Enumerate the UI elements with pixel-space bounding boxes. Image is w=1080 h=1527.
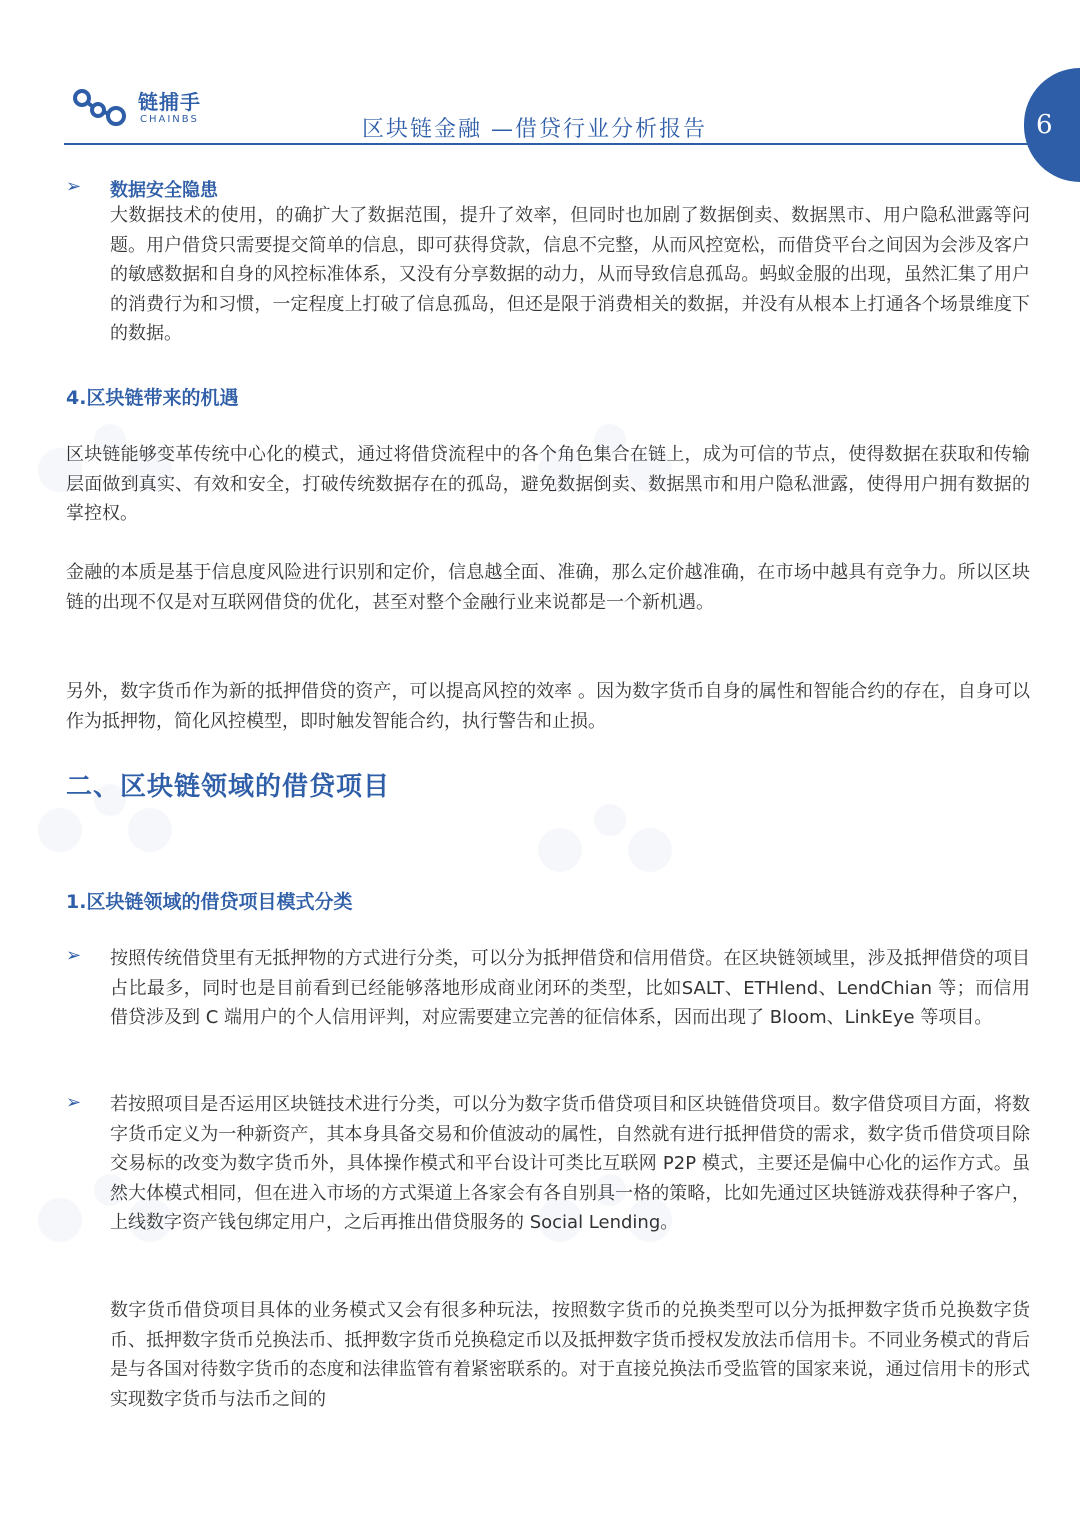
paragraph-data-security: 大数据技术的使用，的确扩大了数据范围，提升了效率，但同时也加剧了数据倒卖、数据黑市、用户隐私泄露等问题。用户借贷只需要提交简单的信息，即可获得贷款，信息不完整，从而风控宽松，而借贷平台之间因为会涉及客户的敏感数据和自身的风控标准体系，又没有分享数据的动力，从而导致信息孤岛。蚂蚁金服的出现，虽然汇集了用户的消费行为和习惯，一定程度上打破了信息孤岛，但还是限于消费相关的数据，并没有从根本上打通各个场景维度下的数据。	[110, 205, 1030, 345]
subheading-opportunities: 4.区块链带来的机遇	[66, 387, 239, 409]
logo-text: 链捕手	[138, 90, 201, 114]
paragraph-business-models: 数字货币借贷项目具体的业务模式又会有很多种玩法，按照数字货币的兑换类型可以分为抵押数字货币兑换数字货币、抵押数字货币兑换法币、抵押数字货币兑换稳定币以及抵押数字货币授权发放法币信用卡。不同业务模式的背后是与各国对待数字货币的态度和法律监管有着紧密联系的。对于直接兑换法币受监管的国家来说，通过信用卡的形式实现数字货币与法币之间的	[110, 1300, 1030, 1410]
page-number: 6	[1036, 110, 1053, 140]
bullet-arrow-icon: ➢	[66, 1092, 82, 1113]
logo-subtext: CHAINBS	[140, 114, 199, 125]
report-title: 区块链金融 —借贷行业分析报告	[362, 117, 707, 142]
bullet-arrow-icon: ➢	[66, 945, 82, 966]
paragraph-blockchain-change: 区块链能够变革传统中心化的模式，通过将借贷流程中的各个角色集合在链上，成为可信的节点，使得数据在获取和传输层面做到真实、有效和安全，打破传统数据存在的孤岛，避免数据倒卖、数据黑市和用户隐私泄露，使得用户拥有数据的掌控权。	[66, 444, 1030, 525]
subheading-classification: 1.区块链领域的借贷项目模式分类	[66, 891, 353, 913]
page-header	[0, 0, 1080, 160]
header-divider	[64, 143, 1030, 145]
paragraph-digital-currency: 另外，数字货币作为新的抵押借贷的资产，可以提高风控的效率 。因为数字货币自身的属性和智能合约的存在，自身可以作为抵押物，简化风控模型，即时触发智能合约，执行警告和止损。	[66, 681, 1030, 732]
bullet-title-data-security: 数据安全隐患	[110, 180, 218, 201]
bullet-arrow-icon: ➢	[66, 176, 82, 197]
paragraph-technology-classification: 若按照项目是否运用区块链技术进行分类，可以分为数字货币借贷项目和区块链借贷项目。数字借贷项目方面，将数字货币定义为一种新资产，其本身具备交易和价值波动的属性，自然就有进行抵押借贷的需求，数字货币借贷项目除交易标的改变为数字货币外，具体操作模式和平台设计可类比互联网 P2P 模式，主要还是偏中心化的运作方式。虽然大体模式相同，但在进入市场的方式渠道上各家会有各自别具一格的策略，比如先通过区块链游戏获得种子客户，上线数字资产钱包绑定用户，之后再推出借贷服务的 Social Lending。	[110, 1094, 1030, 1234]
section-heading-lending-projects: 二、区块链领域的借贷项目	[66, 772, 391, 802]
paragraph-collateral-classification: 按照传统借贷里有无抵押物的方式进行分类，可以分为抵押借贷和信用借贷。在区块链领域里，涉及抵押借贷的项目占比最多，同时也是目前看到已经能够落地形成商业闭环的类型，比如SALT、ETHlend、LendChian 等；而信用借贷涉及到 C 端用户的个人信用评判，对应需要建立完善的征信体系，因而出现了 Bloom、LinkEye 等项目。	[110, 948, 1030, 1029]
paragraph-finance-essence: 金融的本质是基于信息度风险进行识别和定价，信息越全面、准确，那么定价越准确，在市场中越具有竞争力。所以区块链的出现不仅是对互联网借贷的优化，甚至对整个金融行业来说都是一个新机遇。	[66, 562, 1030, 613]
